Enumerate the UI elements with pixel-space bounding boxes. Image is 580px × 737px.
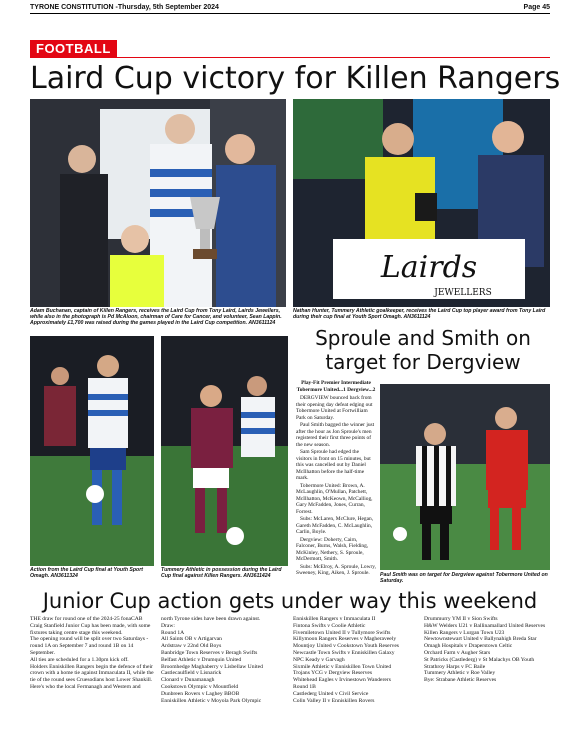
- lairds-banner-sub: JEWELLERS: [434, 288, 492, 298]
- dergview-headline: Sproule and Smith on target for Dergview: [315, 326, 531, 374]
- fixture-line: Castlecaulfield v Lisnarick: [161, 670, 222, 677]
- photo-goalkeeper-award-caption: Nathan Hunter, Tummery Athletic goalkeeper, receives the Laird Cup top player award from Tony Laird during their cup final at Youth Sport Omagh. AN3611124: [293, 308, 546, 320]
- fixture-line: St Patricks (Castlederg) v St Malachys OB Youth: [424, 656, 535, 663]
- fixture-line: Clonard v Dunamanagh: [161, 677, 215, 684]
- fixture-line: Belfast Athletic v Drumquin United: [161, 656, 242, 663]
- fixture-line: Newtownstewart United v Ballynahigh Breda Star: [424, 636, 537, 643]
- junior-cup-column-1: [30, 616, 154, 691]
- article-paragraph: Holders Enniskillen Rangers begin the defence of their crown with a home tie against Immaculata II, while the tie of the round sees Cruesodians host Lower Shankill.: [30, 663, 154, 684]
- fixture-line: Enniskillen Rangers v Immaculata II: [293, 616, 376, 622]
- fixture-line: All Saints OB v Artigarvan: [161, 636, 222, 643]
- fixture-line: Ardstraw v 22nd Old Boys: [161, 643, 222, 650]
- fixture-line: Dunbreen Rovers v Laghey BBOB: [161, 690, 240, 697]
- fixture-line: Strathroy Harps v FC Baile: [424, 663, 486, 670]
- photo-paul-smith: [380, 384, 550, 570]
- fixture-line: Draw:: [161, 622, 175, 629]
- fixture-line: Enniskillen Athletic v Moyola Park Olympic: [161, 697, 262, 704]
- fixture-line: Fivemiletown United II v Tullymore Swifts: [293, 629, 391, 636]
- photo-tummery-possession-caption: Tummery Athletic in possession during the Laird Cup final against Killen Rangers. AN3611424: [161, 567, 282, 579]
- junior-cup-column-4: [424, 616, 550, 684]
- dergview-lead: Play-Fit Premier Intermediate Tobermore United...1 Dergview...2: [296, 380, 376, 393]
- fixture-line: Newcastle Town Swifts v Enniskillen Galaxy: [293, 649, 395, 656]
- section-label: FOOTBALL: [30, 40, 117, 57]
- fixture-line: Trojans YCG v Dergview Reserves: [293, 670, 373, 677]
- fixture-line: Sixmile Athletic v Enniskillen Town United: [293, 663, 392, 670]
- fixture-line: Fintona Swifts v Coolie Athletic: [293, 622, 366, 629]
- masthead: [30, 4, 550, 16]
- photo-final-action: [30, 336, 154, 566]
- fixture-line: Castlederg United v Civil Service: [293, 690, 369, 697]
- junior-cup-headline: Junior Cup action gets under way this weekend: [42, 589, 538, 613]
- dergview-paragraph: Subs: McLaren, McClure, Hegan, Gareth McFadden, C. McLaughlin, Carlin, Boyle.: [296, 516, 374, 535]
- fixture-line: Broomhedge Maghaberry v Lisbellaw United: [161, 663, 263, 670]
- fixture-line: NPC Keady v Garvagh: [293, 656, 345, 663]
- masthead-rule: [30, 13, 550, 14]
- dergview-article: [296, 380, 376, 578]
- fixture-line: Tummery Athletic v Roe Valley: [424, 670, 496, 677]
- dergview-paragraph: Subs: McElroy, A. Sproule, Lowry, Sweeney, King, Aiken, J. Sproule.: [296, 563, 376, 576]
- article-paragraph: The opening round will be split over two Saturdays - round 1A on September 7 and round 1B on 14 September.: [30, 636, 149, 656]
- junior-cup-column-3: [293, 616, 417, 704]
- fixture-line: Mountjoy United v Cookstown Youth Reserves: [293, 643, 399, 650]
- fixture-line: Orchard Farm v Augher Stars: [424, 649, 491, 656]
- photo-cup-presentation: [30, 99, 286, 307]
- page-number: Page 45: [523, 4, 550, 11]
- photo-goalkeeper-award: [293, 99, 550, 307]
- fixture-line: Bye: Strabane Athletic Reserves: [424, 677, 497, 684]
- main-headline: Laird Cup victory for Killen Rangers: [30, 61, 561, 96]
- fixture-line: Killen Rangers v Lurgan Town U23: [424, 629, 505, 636]
- dergview-paragraph: Sam Sproule had edged the visitors in front on 15 minutes, but this was cancelled out by Daniel McIlhatton before the half-time mark.: [296, 449, 371, 481]
- article-paragraph: All ties are scheduled for a 1.30pm kick off.: [30, 656, 129, 663]
- section-rule: [30, 57, 550, 58]
- dergview-paragraph: DERGVIEW bounced back from their opening day defeat edging out Tobermore United at Fortwilliam Park on Saturday.: [296, 395, 373, 421]
- dergview-paragraph: Paul Smith bagged the winner just after the hour as Jon Sproule's men registered their first three points of the new season.: [296, 422, 375, 448]
- fixture-line: Whitehead Eagles v Irvinestown Wanderers: [293, 677, 391, 684]
- fixture-line: H&W Welders U21 v Ballinamallard United Reserves: [424, 622, 546, 629]
- publication-line: TYRONE CONSTITUTION -Thursday, 5th September 2024: [30, 4, 219, 11]
- article-paragraph: Here's who the local Fermanagh and Western and: [30, 683, 141, 690]
- photo-cup-presentation-caption: Adam Buchanan, captain of Killen Rangers, receives the Laird Cup from Tony Laird, Lairds Jewellers, while also in the photograph is Pd McAloon, chairman of Care for Cancer, and volunteer, Sean Lappin. Approximately £1,700 was raised during the games played in the Laird Cup competition. AN3611124: [30, 308, 282, 326]
- lairds-banner-text: Lairds: [380, 250, 478, 285]
- photo-paul-smith-caption: Paul Smith was on target for Dergview against Tobermore United on Saturday.: [380, 572, 548, 584]
- fixture-line: Killymoon Rangers Reserves v Magheraveely: [293, 636, 397, 643]
- fixture-line: Drummurry YM II v Sion Swifts: [424, 616, 498, 622]
- fixture-line: Round 1A: [161, 629, 185, 636]
- fixture-line: Cookstown Olympic v Mountfield: [161, 683, 239, 690]
- photo-final-action-caption: Action from the Laird Cup final at Youth Sport Omagh. AN3611324: [30, 567, 143, 579]
- dergview-paragraph: Dergview: Doherty, Cairn, Falconer, Burns, Walsh, Fielding, McKinley, Nethery, S. Sproule, McDermott, Smith.: [296, 536, 369, 562]
- junior-cup-column-2: [161, 616, 286, 704]
- article-paragraph: THE draw for round one of the 2024-25 fonaCAB Craig Stanfield Junior Cup has been made, with some fixtures taking centre stage this weekend.: [30, 616, 151, 636]
- fixture-line: Round 1B: [293, 683, 316, 690]
- fixture-line: north Tyrone sides have been drawn against.: [161, 616, 261, 622]
- dergview-paragraph: Tobermore United: Brown, A. McLaughlin, O'Mullan, Patchett, McIlhatton, McKeown, McCalliog, Gary McFadden, Jones, Curran, Forrest.: [296, 482, 373, 515]
- fixture-line: Banbridge Town Reserves v Beragh Swifts: [161, 649, 258, 656]
- fixture-line: Colin Valley II v Enniskillen Rovers: [293, 697, 375, 704]
- photo-tummery-possession: [161, 336, 288, 566]
- fixture-line: Omagh Hospitals v Draperstown Celtic: [424, 643, 513, 650]
